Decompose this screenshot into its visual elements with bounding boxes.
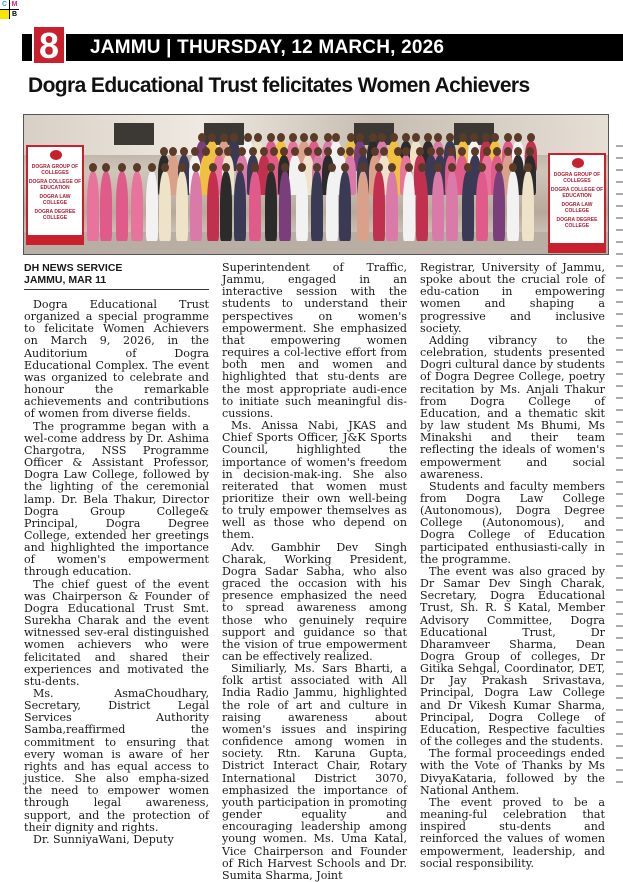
person-head <box>314 147 322 156</box>
person-head <box>238 147 246 156</box>
person-head <box>478 163 486 172</box>
article-paragraph: Ms. Anissa Nabi, JKAS and Chief Sports Officer, J&K Sports Council, highlighted the importance of women's freedom in decision-mak-ing. She also reiterated that women must prioritize their own well-being to truly empower themselves as well as those who depend on them. <box>222 419 407 542</box>
person-figure <box>446 171 458 241</box>
person-figure <box>190 171 202 241</box>
person-head <box>209 163 217 172</box>
person-head <box>198 133 206 142</box>
person-figure <box>100 171 112 241</box>
person-head <box>324 147 332 156</box>
person-figure <box>87 171 99 241</box>
article-paragraph: Adv. Gambhir Dev Singh Charak, Working President, Dogra Sadar Sabha, who also graced the occasion with his presence emphasized the need to spread awareness among those who genuinely require support and guidance so that the vision of true empowerment can be effectively realized. <box>222 540 407 663</box>
person-head <box>504 147 512 156</box>
article-paragraph: The programme began with a wel-come address by Dr. Ashima Chargotra, NSS Programme Officer & Assistant Professor, Dogra Law College, followed by the lighting of the ceremonial lamp. Dr. Bela Thakur, Director Dogra Group College& Principal, Dogra Degree College, extended her greetings and highlighted the importance of women's empowerment through education. <box>24 419 209 579</box>
right-banner <box>548 153 606 253</box>
article-paragraph: Superintendent of Traffic, Jammu, engaged in an interactive session with the students to understand their perspectives on women's empowerment. She emphasized that empowering women requires a col-lective effort from both men and women and highlighted that stu-dents are the most appropriate audi-ence to initiate such meaningful dis-cussions. <box>222 261 407 420</box>
banner-footer <box>28 235 82 243</box>
reg-y <box>0 10 9 19</box>
person-figure <box>416 171 428 241</box>
person-head <box>375 163 383 172</box>
person-figure <box>131 171 143 241</box>
person-head <box>405 163 413 172</box>
person-head <box>526 147 534 156</box>
person-head <box>514 147 522 156</box>
person-head <box>369 133 377 142</box>
article-paragraph: The event proved to be a meaning-ful celebration that inspired stu-dents and reinforced the values of women empowerment, leadership, and social responsibility. <box>420 795 605 870</box>
person-figure <box>279 171 291 241</box>
person-head <box>304 147 312 156</box>
person-figure <box>357 171 369 241</box>
person-figure <box>207 171 219 241</box>
person-head <box>298 163 306 172</box>
person-head <box>260 147 268 156</box>
window <box>114 123 154 145</box>
person-figure <box>296 171 308 241</box>
person-head <box>359 147 367 156</box>
article-paragraph: The formal proceedings ended with the Vote of Thanks by Ms DivyaKataria, followed by the National Anthem. <box>420 747 605 797</box>
person-head <box>418 163 426 172</box>
article-column-2 <box>222 262 407 882</box>
article-paragraph: Similiarly, Ms. Sars Bharti, a folk artist associated with All India Radio Jammu, highlighted the role of art and culture in raising awareness about women's issues and inspiring confidence among women in society. Rtn. Karuna Gupta, District Interact Chair, Rotary International District 3070, emphasized the importance of youth participation in promoting gender equality and encouraging leadership among young women. Ms. Uma Katal, Vice Chairperson and Founder of Rich Harvest Schools and Dr. Sumita Sharma, Joint <box>222 662 407 882</box>
person-head <box>464 163 472 172</box>
person-head <box>509 163 517 172</box>
person-head <box>270 147 278 156</box>
page-number: 8 <box>32 25 66 65</box>
person-head <box>89 163 97 172</box>
person-head <box>215 147 223 156</box>
person-head <box>267 163 275 172</box>
article-paragraph: The chief guest of the event was Chairperson & Founder of Dogra Educational Trust Smt. Surekha Charak and the event witnessed sev-eral distinguished women achievers who were felicitated and shared their experiences and motivated the stu-dents. <box>24 577 209 688</box>
person-figure <box>522 171 534 241</box>
person-head <box>524 163 532 172</box>
person-head <box>359 163 367 172</box>
article-paragraph: The event was also graced by Dr Samar Dev Singh Charak, Secretary, Dogra Educational Trust, Sh. R. S Katal, Member Advisory Committee, Dogra Educational Trust, Dr Dharamveer Sharma, Dean Dogra Group of colleges, Dr Gitika Sehgal, Coordinator, DET, Dr Jay Prakash Srivastava, Principal, Dogra Law College and Dr Vikesh Kumar Sharma, Principal, Dogra College of Education, Respective faculties of the colleges and the students. <box>420 564 605 749</box>
person-head <box>416 147 424 156</box>
person-figure <box>311 171 323 241</box>
person-head <box>459 133 467 142</box>
person-head <box>133 163 141 172</box>
person-head <box>202 147 210 156</box>
article-paragraph: Students and faculty members from Dogra Law College (Autonomous), Dogra Degree College (Autonomous), and Dogra College of Education participated enthusiasti-cally in the programme. <box>420 479 605 566</box>
person-figure <box>220 171 232 241</box>
person-head <box>310 133 318 142</box>
banner-text: DOGRA GROUP OF COLLEGES <box>553 172 601 184</box>
person-head <box>267 133 275 142</box>
person-figure <box>176 171 188 241</box>
person-head <box>424 133 432 142</box>
person-figure <box>403 171 415 241</box>
person-figure <box>146 171 158 241</box>
banner-text: DOGRA LAW COLLEGE <box>561 202 593 214</box>
banner-text: DOGRA DEGREE COLLEGE <box>556 217 598 229</box>
person-figure <box>159 171 171 241</box>
banner-text: DOGRA COLLEGE OF EDUCATION <box>28 179 82 191</box>
person-head <box>378 133 386 142</box>
person-head <box>160 147 168 156</box>
print-registration-mark <box>0 0 20 20</box>
person-head <box>291 147 299 156</box>
left-banner <box>26 145 84 245</box>
person-figure <box>326 171 338 241</box>
article-column-3 <box>420 262 605 870</box>
person-figure <box>234 171 246 241</box>
person-head <box>148 163 156 172</box>
person-figure <box>339 171 351 241</box>
reg-c: C <box>1 1 8 8</box>
article-paragraph: Ms. AsmaChoudhary, Secretary, District Legal Services Authority Samba,reaffirmed the commitment to ensuring that every woman is aware of her rights and has equal access to justice. She also empha-sized the need to empower women through legal awareness, support, and the protection of their dignity and rights. <box>24 687 209 834</box>
person-figure <box>432 171 444 241</box>
headline: Dogra Educational Trust felicitates Women Achievers <box>28 74 530 97</box>
person-head <box>161 163 169 172</box>
person-head <box>178 163 186 172</box>
person-head <box>244 133 252 142</box>
person-figure <box>462 171 474 241</box>
person-head <box>254 133 262 142</box>
person-head <box>402 147 410 156</box>
person-head <box>208 133 216 142</box>
person-head <box>495 163 503 172</box>
article-paragraph: Registrar, University of Jammu, spoke about the crucial role of edu-cation in empowering women and shaping a progressive and inclusive society. <box>420 261 605 335</box>
byline-place-date: JAMMU, MAR 11 <box>24 274 107 286</box>
article-paragraph: Adding vibrancy to the celebration, students presented Dogri cultural dance by students of Dogra Degree College, poetry recitation by Ms. Anjali Thakur from Dogra College of Education, and a thematic skit by law student Ms Bhumi, Ms Minakshi and their team reflecting the ideals of women's empowerment and social awareness. <box>420 333 605 481</box>
banner-footer <box>550 243 604 251</box>
person-head <box>427 147 435 156</box>
article-paragraph: Dr. SunniyaWani, Deputy <box>33 832 174 846</box>
person-head <box>222 163 230 172</box>
person-head <box>380 147 388 156</box>
reg-m: M <box>11 1 18 8</box>
reg-b: B <box>11 11 18 18</box>
person-head <box>388 163 396 172</box>
college-logo-icon <box>50 150 62 160</box>
article-column-1 <box>24 262 209 846</box>
person-figure <box>373 171 385 241</box>
group-photo <box>23 114 609 255</box>
person-head <box>514 133 522 142</box>
person-figure <box>493 171 505 241</box>
banner-text: DOGRA GROUP OF COLLEGES <box>31 164 79 176</box>
person-head <box>102 163 110 172</box>
byline-rule <box>24 289 209 290</box>
person-head <box>371 147 379 156</box>
banner-text: DOGRA LAW COLLEGE <box>39 194 71 206</box>
person-figure <box>507 171 519 241</box>
person-figure <box>476 171 488 241</box>
person-head <box>169 147 177 156</box>
person-figure <box>116 171 128 241</box>
article-paragraph: Dogra Educational Trust organized a special programme to felicitate Women Achievers on March 9, 2026, in the Auditorium of Dogra Educational Complex. The event was organized to celebrate and honour the remarkable achievements and contributions of women from diverse fields. <box>24 298 209 421</box>
banner-text: DOGRA DEGREE COLLEGE <box>34 209 76 221</box>
person-figure <box>249 171 261 241</box>
person-head <box>412 133 420 142</box>
person-figure <box>386 171 398 241</box>
person-head <box>504 133 512 142</box>
adjacent-article-edge <box>616 140 623 790</box>
banner-text: DOGRA COLLEGE OF EDUCATION <box>550 187 604 199</box>
byline-agency: DH NEWS SERVICE <box>24 262 123 274</box>
person-figure <box>265 171 277 241</box>
college-logo-icon <box>572 158 584 168</box>
dateline: JAMMU | THURSDAY, 12 MARCH, 2026 <box>90 37 445 58</box>
person-head <box>118 163 126 172</box>
